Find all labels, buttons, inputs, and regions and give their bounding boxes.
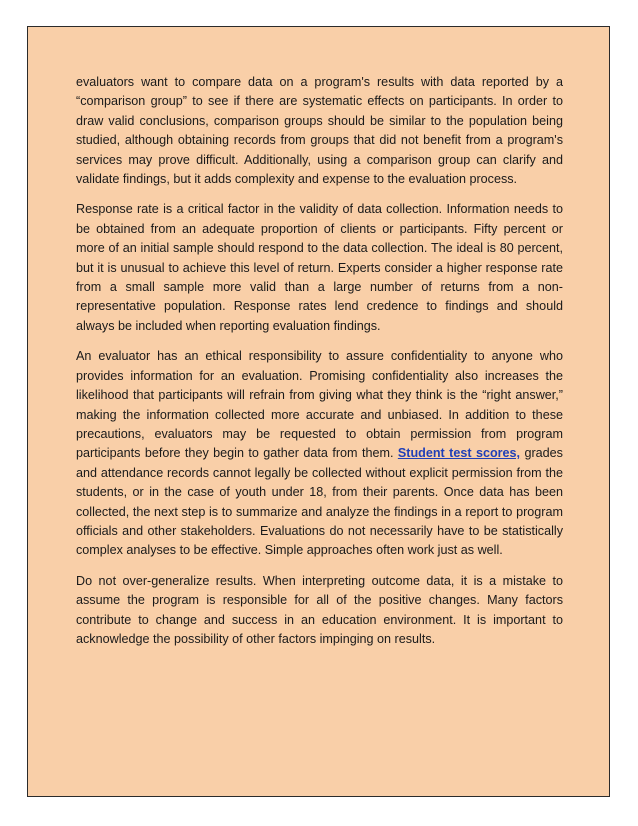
paragraph-comparison-group: evaluators want to compare data on a program's results with data reported by a “comparison group” to see if there are systematic effects on participants. In order to draw valid conclusions, comparison groups should be similar to the population being studied, although obtaining records from groups that did not benefit from a program's services may prove difficult. Additionally, using a comparison group can clarify and validate findings, but it adds complexity and expense to the evaluation process. bbox=[76, 75, 563, 187]
student-test-scores-link[interactable]: Student test scores, bbox=[397, 446, 521, 461]
document-body bbox=[76, 73, 563, 660]
paragraph-confidentiality bbox=[76, 347, 563, 560]
document-page bbox=[27, 26, 610, 797]
paragraph-over-generalize: Do not over-generalize results. When interpreting outcome data, it is a mistake to assume the program is responsible for all of the positive changes. Many factors contribute to change and success in an education environment. It is important to acknowledge the possibility of other factors impinging on results. bbox=[76, 573, 563, 646]
paragraph-response-rate: Response rate is a critical factor in the validity of data collection. Information needs to be obtained from an adequate proportion of clients or participants. Fifty percent or more of an initial sample should respond to the data collection. The ideal is 80 percent, but it is unusual to achieve this level of return. Experts consider a higher response rate from a small sample more valid than a large number of returns from a non-representative population. Response rates lend credence to findings and should always be included when reporting evaluation findings. bbox=[76, 202, 563, 333]
paragraph-confidentiality-text-start: An evaluator has an ethical responsibility to assure confidentiality to anyone who provides information for an evaluation. Promising confidentiality also increases the likelihood that participants will refrain from giving what they think is the “right answer,” making the information collected more accurate and unbiased. In addition to these precautions, evaluators may be requested to obtain permission from program participants before they begin to gather data from them. bbox=[76, 349, 563, 461]
paragraph-confidentiality-text-end: grades and attendance records cannot legally be collected without explicit permission from the students, or in the case of youth under 18, from their parents. Once data has been collected, the next step is to summarize and analyze the findings in a report to program officials and other stakeholders. Evaluations do not necessarily have to be statistically complex analyses to be effective. Simple approaches often work just as well. bbox=[76, 446, 563, 558]
